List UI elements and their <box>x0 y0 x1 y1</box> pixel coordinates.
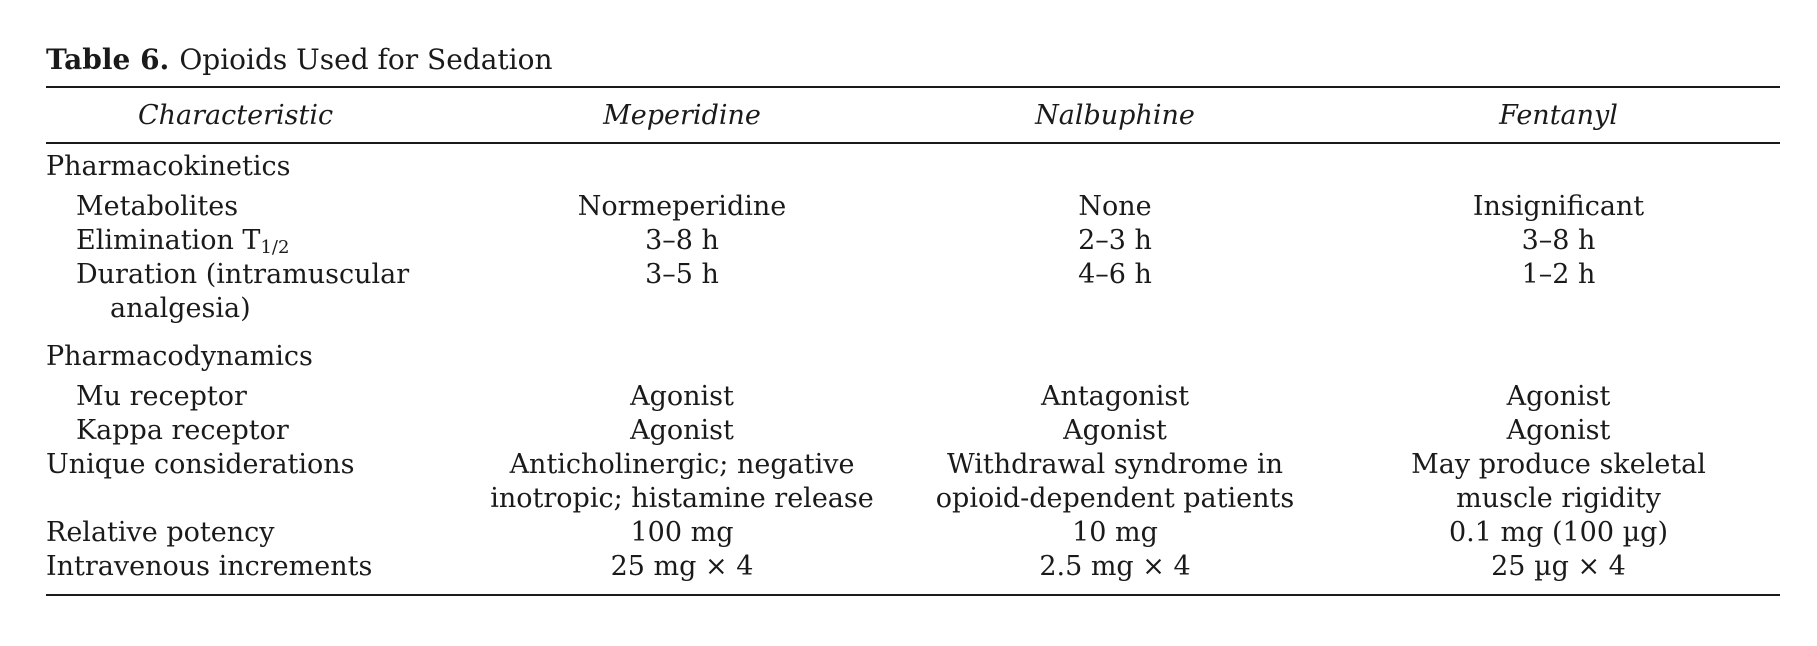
cell-fentanyl-duration: 1–2 h <box>1521 259 1596 290</box>
table-row <box>46 448 1780 516</box>
cell-meperidine-potency: 100 mg <box>630 517 734 548</box>
row-label-elimination <box>46 224 471 258</box>
elimination-label-subscript: 1/2 <box>260 237 290 258</box>
row-label-kappa: Kappa receptor <box>76 415 289 446</box>
header-characteristic: Characteristic <box>46 88 471 143</box>
table-caption <box>46 40 1780 86</box>
section-row <box>46 326 1780 380</box>
cell-meperidine-elimination: 3–8 h <box>645 225 719 256</box>
cell-line: muscle rigidity <box>1456 483 1661 514</box>
cell-line: Withdrawal syndrome in <box>947 449 1283 480</box>
table-row <box>46 380 1780 414</box>
cell-line: opioid-dependent patients <box>935 483 1295 514</box>
cell-fentanyl-potency: 0.1 mg (100 µg) <box>1448 517 1668 548</box>
row-label-duration <box>46 258 471 326</box>
header-meperidine: Meperidine <box>471 88 893 143</box>
duration-label-line1: Duration (intramuscular <box>76 259 410 290</box>
row-label-increments: Intravenous increments <box>46 551 373 582</box>
cell-line: Anticholinergic; negative <box>509 449 855 480</box>
section-row <box>46 143 1780 190</box>
header-fentanyl: Fentanyl <box>1337 88 1780 143</box>
table-row <box>46 516 1780 550</box>
opioids-table <box>46 88 1780 594</box>
cell-meperidine-increments: 25 mg × 4 <box>610 551 754 582</box>
cell-nalbuphine-metabolites: None <box>1078 191 1152 222</box>
section-pharmacokinetics: Pharmacokinetics <box>46 151 291 182</box>
table-title: Opioids Used for Sedation <box>179 43 553 76</box>
row-label-potency: Relative potency <box>46 517 275 548</box>
cell-fentanyl-unique <box>1337 448 1780 516</box>
cell-line: May produce skeletal <box>1411 449 1706 480</box>
cell-meperidine-mu: Agonist <box>630 381 734 412</box>
table-label: Table 6. <box>46 43 170 76</box>
cell-nalbuphine-duration: 4–6 h <box>1078 259 1152 290</box>
table-row <box>46 190 1780 224</box>
cell-meperidine-kappa: Agonist <box>630 415 734 446</box>
table-row <box>46 258 1780 326</box>
cell-meperidine-duration: 3–5 h <box>645 259 719 290</box>
section-pharmacodynamics: Pharmacodynamics <box>46 341 313 372</box>
cell-nalbuphine-elimination: 2–3 h <box>1078 225 1152 256</box>
table-row <box>46 224 1780 258</box>
cell-nalbuphine-mu: Antagonist <box>1040 381 1190 412</box>
table-row <box>46 550 1780 594</box>
opioids-table-figure <box>46 40 1780 596</box>
cell-meperidine-unique <box>471 448 893 516</box>
cell-fentanyl-elimination: 3–8 h <box>1521 225 1596 256</box>
cell-fentanyl-kappa: Agonist <box>1506 415 1611 446</box>
cell-line: inotropic; histamine release <box>490 483 874 514</box>
header-nalbuphine: Nalbuphine <box>893 88 1337 143</box>
cell-fentanyl-metabolites: Insignificant <box>1472 191 1645 222</box>
cell-nalbuphine-kappa: Agonist <box>1063 415 1167 446</box>
cell-fentanyl-increments: 25 µg × 4 <box>1491 551 1626 582</box>
cell-meperidine-metabolites: Normeperidine <box>577 191 787 222</box>
cell-nalbuphine-potency: 10 mg <box>1072 517 1158 548</box>
cell-nalbuphine-increments: 2.5 mg × 4 <box>1039 551 1191 582</box>
table-row <box>46 414 1780 448</box>
header-row <box>46 88 1780 143</box>
cell-nalbuphine-unique <box>893 448 1337 516</box>
elimination-label-text: Elimination T <box>76 225 261 256</box>
cell-fentanyl-mu: Agonist <box>1506 381 1611 412</box>
duration-label-line2: analgesia) <box>110 293 251 324</box>
row-label-mu: Mu receptor <box>76 381 247 412</box>
row-label-unique: Unique considerations <box>46 449 355 480</box>
bottom-rule <box>46 594 1780 596</box>
row-label-metabolites: Metabolites <box>76 191 239 222</box>
